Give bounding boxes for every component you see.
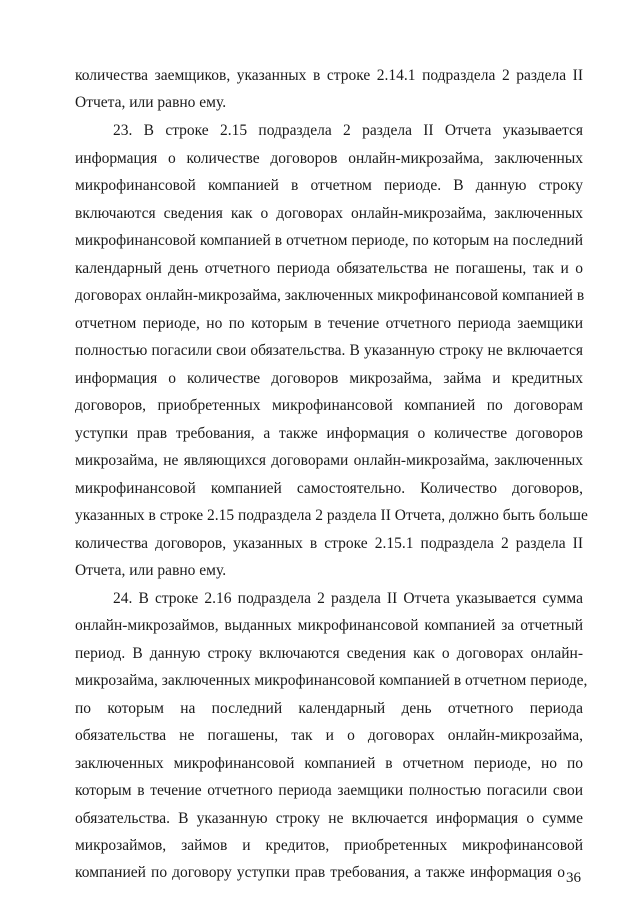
text-line: календарный день отчетного периода обязательства не погашены, так и о	[75, 260, 583, 277]
text-line: договорах онлайн-микрозайма, заключенных микрофинансовой компанией в	[75, 287, 585, 304]
paragraph-24-start: 24. В строке 2.16 подраздела 2 раздела II Отчета указывается сумма	[113, 590, 583, 607]
text-line: договоров, приобретенных микрофинансовой компанией по договорам	[75, 397, 583, 414]
text-line: количества договоров, указанных в строке 2.15.1 подраздела 2 раздела II	[75, 535, 583, 552]
text-line: обязательства. В указанную строку не включается информация о сумме	[75, 810, 583, 827]
text-line: микрофинансовой компанией в отчетном периоде. В данную строку	[75, 177, 583, 194]
text-line: микрозайма, заключенных микрофинансовой компанией в отчетном периоде,	[75, 672, 588, 689]
text-line: заключенных микрофинансовой компанией в отчетном периоде, но по	[75, 755, 583, 772]
text-line: указанных в строке 2.15 подраздела 2 раздела II Отчета, должно быть больше	[75, 507, 588, 524]
text-line: микрофинансовой компанией самостоятельно. Количество договоров,	[75, 480, 583, 497]
text-line: отчетном периоде, но по которым в течение отчетного периода заемщики	[75, 315, 583, 332]
text-line: микрозайма, не являющихся договорами онлайн-микрозайма, заключенных	[75, 452, 583, 469]
text-line: уступки прав требования, а также информация о количестве договоров	[75, 425, 583, 442]
text-line: Отчета, или равно ему.	[75, 562, 227, 579]
text-line: обязательства не погашены, так и о договорах онлайн-микрозайма,	[75, 727, 583, 744]
text-line: количества заемщиков, указанных в строке 2.14.1 подраздела 2 раздела II	[75, 67, 583, 84]
page-number: 36	[566, 870, 581, 886]
text-line: включаются сведения как о договорах онлайн-микрозайма, заключенных	[75, 205, 583, 222]
text-line: микрофинансовой компанией в отчетном периоде, по которым на последний	[75, 232, 583, 249]
text-line: информация о количестве договоров онлайн-микрозайма, заключенных	[75, 150, 583, 167]
text-line: которым в течение отчетного периода заемщики полностью погасили свои	[75, 782, 583, 799]
text-line: онлайн-микрозаймов, выданных микрофинансовой компанией за отчетный	[75, 617, 583, 634]
text-line: микрозаймов, займов и кредитов, приобретенных микрофинансовой	[75, 837, 583, 854]
text-line: по которым на последний календарный день отчетного периода	[75, 700, 583, 717]
text-line: полностью погасили свои обязательства. В указанную строку не включается	[75, 342, 583, 359]
text-line: период. В данную строку включаются сведения как о договорах онлайн-	[75, 645, 583, 662]
text-line: Отчета, или равно ему.	[75, 94, 227, 111]
text-line: информация о количестве договоров микрозайма, займа и кредитных	[75, 370, 583, 387]
text-line: компанией по договору уступки прав требования, а также информация о	[75, 864, 565, 881]
paragraph-23-start: 23. В строке 2.15 подраздела 2 раздела II Отчета указывается	[113, 122, 583, 139]
